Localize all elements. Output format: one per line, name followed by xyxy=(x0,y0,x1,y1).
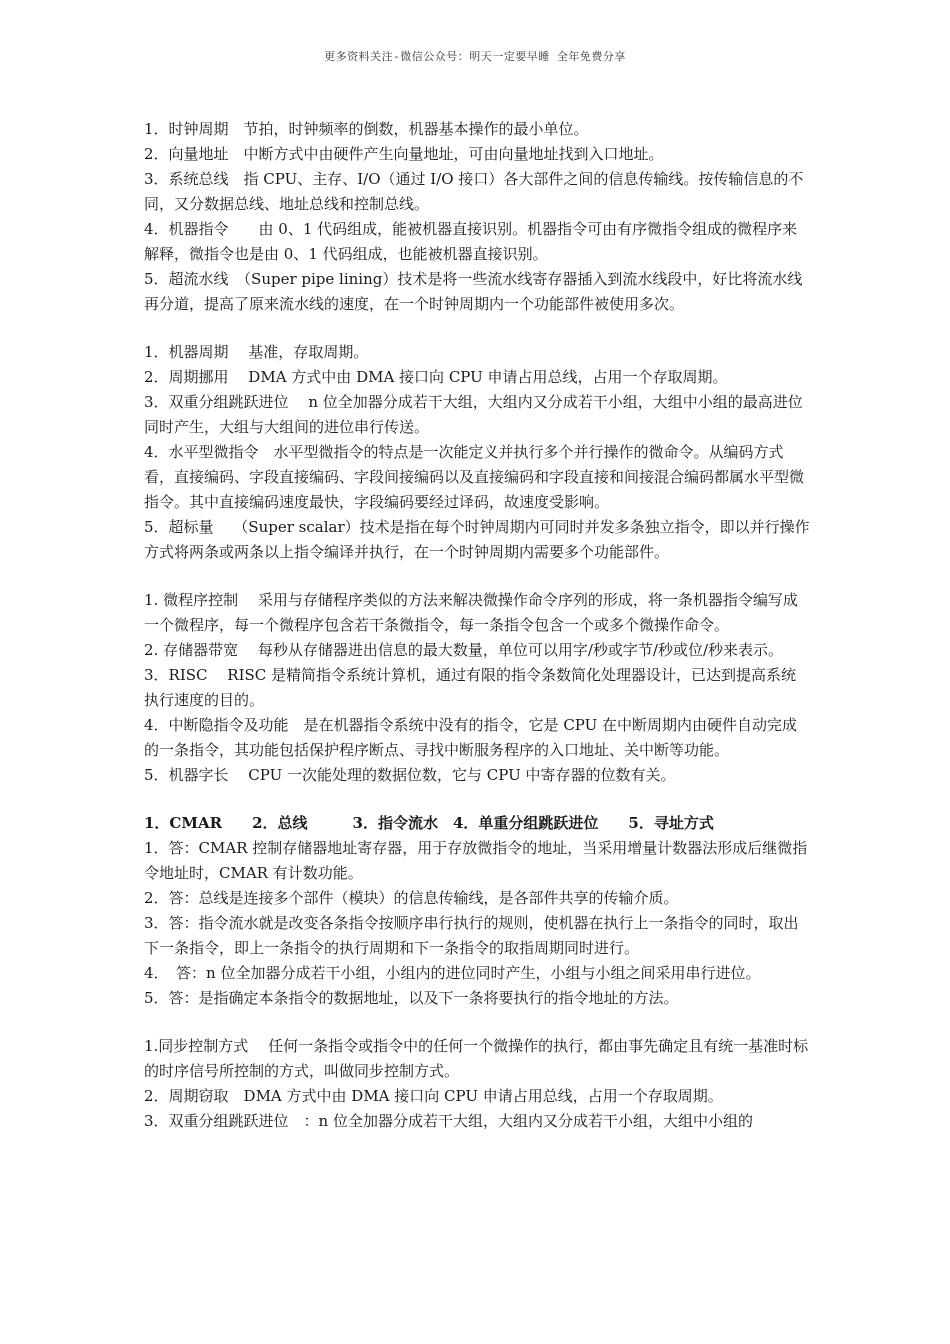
section-3 xyxy=(144,588,810,788)
section-4 xyxy=(144,811,810,1011)
document-body xyxy=(144,117,810,1157)
paragraph: 1.同步控制方式 任何一条指令或指令中的任何一个微操作的执行，都由事先确定且有统一基准时标的时序信号所控制的方式，叫做同步控制方式。 xyxy=(144,1037,809,1080)
paragraph: 2．周期挪用 DMA 方式中由 DMA 接口向 CPU 申请占用总线，占用一个存取周期。 xyxy=(144,368,728,386)
paragraph: 1．答：CMAR 控制存储器地址寄存器，用于存放微指令的地址，当采用增量计数器法形成后继微指令地址时，CMAR 有计数功能。 xyxy=(144,839,808,882)
paragraph: 3．RISC RISC 是精简指令系统计算机，通过有限的指令条数简化处理器设计，已达到提高系统执行速度的目的。 xyxy=(144,666,797,709)
paragraph: 2．答：总线是连接多个部件（模块）的信息传输线，是各部件共享的传输介质。 xyxy=(144,889,679,907)
paragraph: 3．双重分组跳跃进位 ：n 位全加器分成若干大组，大组内又分成若干小组，大组中小组的 xyxy=(144,1112,753,1130)
section-2 xyxy=(144,340,810,565)
paragraph: 4．水平型微指令 水平型微指令的特点是一次能定义并执行多个并行操作的微命令。从编码方式看，直接编码、字段直接编码、字段间接编码以及直接编码和字段直接和间接混合编码都属水平型微指令。其中直接编码速度最快，字段编码要经过译码，故速度受影响。 xyxy=(144,443,805,511)
section-5 xyxy=(144,1034,810,1134)
paragraph: 1．时钟周期 节拍，时钟频率的倒数，机器基本操作的最小单位。 xyxy=(144,120,589,138)
paragraph: 2．周期窃取 DMA 方式中由 DMA 接口向 CPU 申请占用总线，占用一个存取周期。 xyxy=(144,1087,723,1105)
question-list: 1．CMAR 2．总线 3．指令流水 4．单重分组跳跃进位 5．寻址方式 xyxy=(144,814,714,832)
paragraph: 1．机器周期 基准，存取周期。 xyxy=(144,343,369,361)
paragraph: 5．机器字长 CPU 一次能处理的数据位数，它与 CPU 中寄存器的位数有关。 xyxy=(144,766,676,784)
page-header: 更多资料关注-微信公众号：明天一定要早睡 全年免费分享 xyxy=(324,50,626,63)
paragraph: 2. 存储器带宽 每秒从存储器进出信息的最大数量，单位可以用字/秒或字节/秒或位/秒来表示。 xyxy=(144,641,784,659)
paragraph: 4．中断隐指令及功能 是在机器指令系统中没有的指令，它是 CPU 在中断周期内由硬件自动完成的一条指令，其功能包括保护程序断点、寻找中断服务程序的入口地址、关中断等功能。 xyxy=(144,716,798,759)
paragraph: 5．答：是指确定本条指令的数据地址，以及下一条将要执行的指令地址的方法。 xyxy=(144,989,679,1007)
paragraph: 5．超标量 （Super scalar）技术是指在每个时钟周期内可同时并发多条独立指令，即以并行操作方式将两条或两条以上指令编译并执行，在一个时钟周期内需要多个功能部件。 xyxy=(144,518,810,561)
paragraph: 3．系统总线 指 CPU、主存、I/O（通过 I/O 接口）各大部件之间的信息传输线。按传输信息的不同，又分数据总线、地址总线和控制总线。 xyxy=(144,170,804,213)
paragraph: 3．答：指令流水就是改变各条指令按顺序串行执行的规则，使机器在执行上一条指令的同时，取出下一条指令，即上一条指令的执行周期和下一条指令的取指周期同时进行。 xyxy=(144,914,799,957)
paragraph: 5．超流水线 （Super pipe lining）技术是将一些流水线寄存器插入到流水线段中，好比将流水线再分道，提高了原来流水线的速度，在一个时钟周期内一个功能部件被使用多次。 xyxy=(144,270,803,313)
section-1 xyxy=(144,117,810,317)
paragraph: 1. 微程序控制 采用与存储程序类似的方法来解决微操作命令序列的形成，将一条机器指令编写成一个微程序，每一个微程序包含若干条微指令，每一条指令包含一个或多个微操作命令。 xyxy=(144,591,798,634)
paragraph: 3．双重分组跳跃进位 n 位全加器分成若干大组，大组内又分成若干小组，大组中小组的最高进位同时产生，大组与大组间的进位串行传送。 xyxy=(144,393,803,436)
paragraph: 2．向量地址 中断方式中由硬件产生向量地址，可由向量地址找到入口地址。 xyxy=(144,145,664,163)
paragraph: 4． 答：n 位全加器分成若干小组，小组内的进位同时产生，小组与小组之间采用串行进位。 xyxy=(144,964,761,982)
paragraph: 4．机器指令 由 0、1 代码组成，能被机器直接识别。机器指令可由有序微指令组成的微程序来解释，微指令也是由 0、1 代码组成，也能被机器直接识别。 xyxy=(144,220,798,263)
